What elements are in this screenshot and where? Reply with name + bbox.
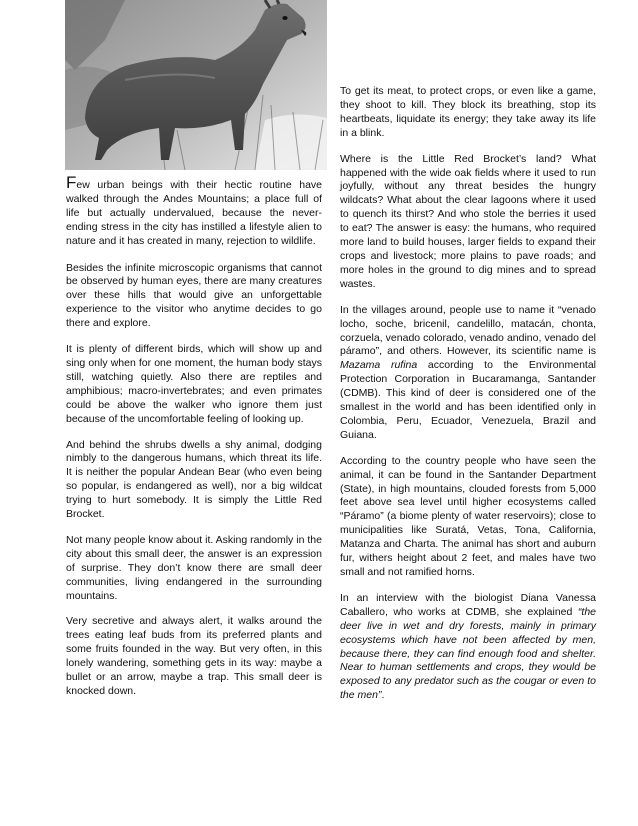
intro-paragraph [66, 173, 322, 249]
paragraph-secretive: Very secretive and always alert, it walks around the trees eating leaf buds from its preferred plants and some fruits founded in the way. But very often, in this lonely wandering, something gets in its way: maybe a bullet or an arrow, maybe a trap. This small deer is knocked down. [66, 615, 322, 697]
villages-text-after: according to the Environmental Protection Corporation in Bucaramanga, Santander (CDMB). This kind of deer is considered one of the smallest in the world and has been identified only in Colombia, Peru, Ecuador, Venezuela, Brazil and Guiana. [340, 359, 597, 441]
paragraph-villages [340, 304, 596, 443]
paragraph-not-many-people: Not many people know about it. Asking randomly in the city about this small deer, the answer is an expression of surprise. They don’t know there are small deer communities, living endangered in the surrounding mountains. [66, 533, 322, 602]
left-column [66, 173, 322, 711]
biologist-quote: “the deer live in wet and dry forests, mainly in primary ecosystems which have not been affected by men, because there, they can find enough food and shelter. Near to human settlements and crops, they would be exposed to any predator such as the cougar or even to the men” [340, 605, 596, 702]
paragraph-meat: To get its meat, to protect crops, or even like a game, they shoot to kill. They block its breathing, stop its heartbeats, liquidate its energy; they take away its life in a blink. [340, 85, 596, 139]
paragraph-interview [340, 592, 596, 703]
paragraph-where-land: Where is the Little Red Brocket’s land? What happened with the wide oak fields where it used to run joyfully, without any threat besides the hungry wildcats? What about the clear lagoons where it used to quench its thirst? And who stole the berries it used to eat? The answer is easy: the humans, who required more land to build houses, larger fields to expand their crops and livestock; more plains to pave roads; and more holes in the ground to dig mines and to spread wastes. [340, 152, 596, 290]
villages-text-before: In the villages around, people use to name it “venado locho, soche, bricenil, candelillo, matacán, chonta, corzuela, venado colorado, venado andino, venado del páramo”, and others. However, its scientific name is [340, 303, 596, 358]
intro-text: ew urban beings with their hectic routine have walked through the Andes Mountains; a place full of life but actually undervalued, because the never-ending stress in the city has instilled a lifestyle alien to nature and it has created in many, rejection to wildlife. [66, 179, 322, 247]
drop-cap: F [66, 173, 77, 192]
scientific-name: Mazama rufina [340, 359, 418, 372]
paragraph-birds: It is plenty of different birds, which will show up and sing only when for one moment, the human body stays still, watching quietly. Also there are reptiles and amphibious; macro-invertebrates; and even primates could be above the walker who ignore them just because of the uncomfortable feeling of looking up. [66, 343, 322, 425]
deer-photo [65, 0, 327, 170]
interview-end: . [381, 689, 385, 702]
interview-text: In an interview with the biologist Diana Vanessa Caballero, who works at CDMB, she explained [340, 591, 596, 618]
right-column [340, 85, 596, 715]
paragraph-shy-animal: And behind the shrubs dwells a shy animal, dodging nimbly to the dangerous humans, which threat its life. It is neither the popular Andean Bear (who even being so popular, is endangered as well), nor a big wildcat trying to hurt somebody. It is simply the Little Red Brocket. [66, 438, 322, 521]
paragraph-microscopic-organisms: Besides the infinite microscopic organisms that cannot be observed by human eyes, there are many creatures over these hills that would give an unforgettable experience to the visitor who anytime decides to go there and explore. [66, 261, 322, 330]
paragraph-country-people: According to the country people who have seen the animal, it can be found in the Santander Department (State), in high mountains, clouded forests from 5,000 feet above sea level until higher ecosystems called “Páramo” (a biome plenty of water reservoirs); close to municipalities like Suratá, Vetas, Tona, California, Matanza and Charta. The animal has short and auburn fur, withers height about 2 feet, and males have two small and not ramified horns. [340, 454, 596, 578]
